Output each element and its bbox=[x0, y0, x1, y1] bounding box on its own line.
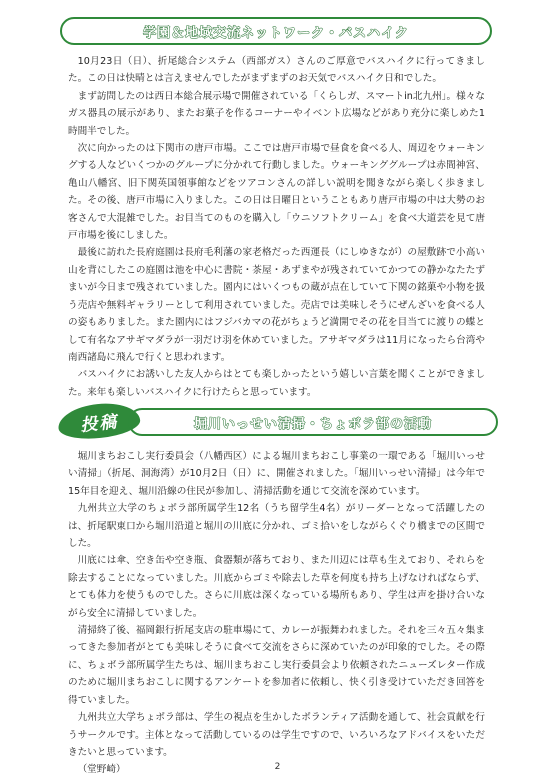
article1-title-box bbox=[60, 17, 492, 45]
author-signature: （堂野崎） bbox=[77, 764, 126, 776]
article1-paragraph: 次に向かったのは下関市の唐戸市場。ここでは唐戸市場で昼食を食べる人、周辺をウォーキングする人などいくつかのグループに分かれて行動しました。ウォーキンググループは赤間神宮、亀山八幡宮、旧下関英国領事館などをツアコンさんの詳しい説明を聞きながら楽しく歩きました。その後、唐戸市場に入りました。この日は日曜日ということもあり唐戸市場の中は大勢のお客さんで大混雑でした。お目当てのものを購入し「ウニソフトクリーム」を食べ大道芸を見て唐戸市場を後にしました。 bbox=[68, 143, 485, 242]
article2-title-box bbox=[128, 408, 498, 436]
article1-paragraph: バスハイクにお誘いした友人からはとても楽しかったという嬉しい言葉を聞くことができました。来年も楽しいバスハイクに行けたらと思っています。 bbox=[68, 369, 485, 398]
article2-paragraph: 九州共立大学のちょボラ部所属学生12名（うち留学生4名）がリーダーとなって活躍したのは、折尾駅東口から堀川沿道と堀川の川底に分かれ、ゴミ拾いをしながらくぐり橋までの区間でした。 bbox=[68, 503, 485, 550]
article1-paragraph: まず訪問したのは西日本総合展示場で開催されている「くらしガ、スマートin北九州」。様々なガス器具の展示があり、またお菓子を作るコーナーやイベント広場などがあり充分に楽しめた1時間半でした。 bbox=[68, 90, 485, 137]
submission-badge-label: 投稿 bbox=[79, 411, 120, 436]
article2-header bbox=[58, 404, 498, 440]
article1-title: 学園＆地域交流ネットワーク・バスハイク bbox=[143, 25, 409, 41]
article1-body bbox=[68, 53, 485, 401]
article2-paragraph: 堀川まちおこし実行委員会（八幡西区）による堀川まちおこし事業の一環である「堀川いっせい清掃」（折尾、洞海湾）が10月2日（日）に、開催されました。「堀川いっせい清掃」は今年で15年目を迎え、堀川沿線の住民が参加し、清掃活動を通じて交流を深めています。 bbox=[68, 451, 485, 497]
article2-paragraph: 九州共立大学ちょボラ部は、学生の視点を生かしたボランティア活動を通して、社会貢献を行うサークルです。主体となって活動しているのは学生ですので、いろいろなアドバイスをいただきたいと思っています。 bbox=[68, 712, 485, 758]
article2-body bbox=[68, 448, 485, 779]
page-number: 2 bbox=[274, 762, 281, 772]
article1-paragraph: 10月23日（日）、折尾総合システム（西部ガス）さんのご厚意でバスハイクに行ってきました。この日は快晴とは言えませんでしたがまずまずのお天気でバスハイク日和でした。 bbox=[68, 56, 485, 85]
article1-paragraph: 最後に訪れた長府庭園は長府毛利藩の家老格だった西運長（にしゆきなが）の屋敷跡で小高い山を背にしたこの庭園は池を中心に書院・茶屋・あずまやが残されていてかつての静かなたたずまいが今日まで残されていました。園内にはいくつもの蔵が点在していて下関の銘菓や小物を扱う売店や無料ギャラリーとして利用されていました。売店では美味しそうにぜんざいを食べる人の姿もありました。また園内にはフジバカマの花がちょうど満開でその花を目当てに渡りの蝶として有名なアサギマダラが一羽だけ羽を休めていました。アサギマダラは11月になったら台湾や南西諸島に飛んで行くと思われます。 bbox=[68, 247, 485, 363]
article2-title: 堀川いっせい清掃・ちょボラ部の活動 bbox=[193, 416, 432, 432]
article2-paragraph: 川底には傘、空き缶や空き瓶、食器類が落ちており、また川辺には草も生えており、それらを除去することになっていました。川底からゴミや除去した草を何度も持ち上げなければならず、とても体力を使うものでした。さらに川底は深くなっている場所もあり、学生は声を掛け合いながら安全に清掃していました。 bbox=[68, 555, 485, 619]
article2-paragraph: 清掃終了後、福岡銀行折尾支店の駐車場にて、カレーが振舞われました。それを三々五々集まってきた参加者がとても美味しそうに食べて交流をさらに深めていたのが印象的でした。その際に、ちょボラ部所属学生たちは、堀川まちおこし実行委員会より依頼されたニューズレター作成のために堀川まちおこしに関するアンケートを参加者に依頼し、快く引き受けていただき回答を得ていました。 bbox=[68, 625, 485, 706]
